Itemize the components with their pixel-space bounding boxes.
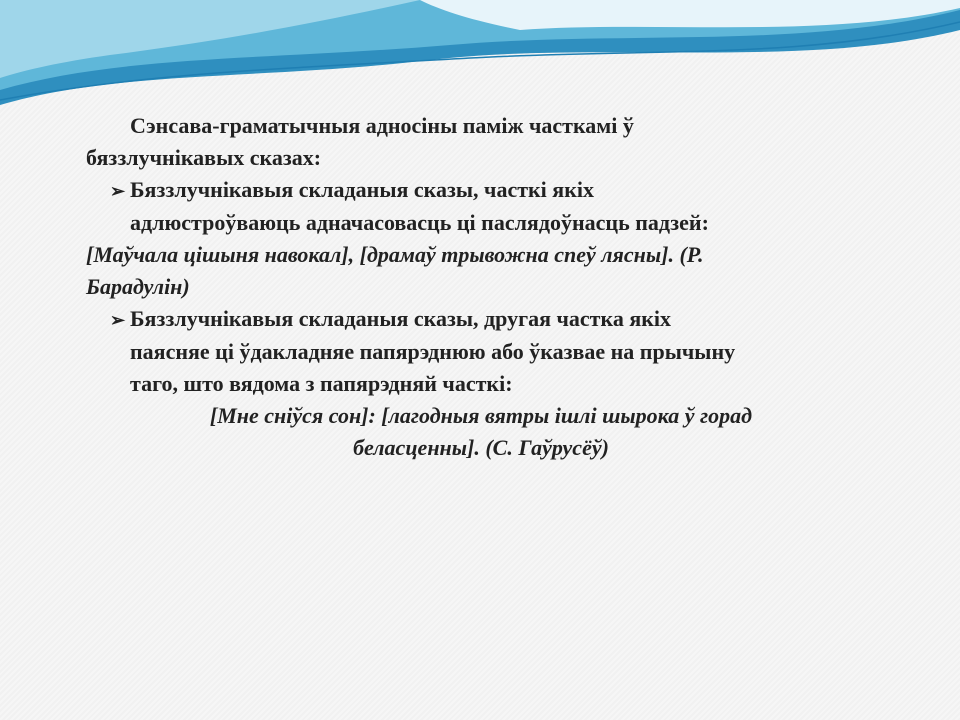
arrow-bullet-icon: ➢ [110,310,126,330]
slide-content [86,110,876,464]
bullet-2-line-3: таго, што вядома з папярэдняй часткі: [130,371,513,396]
bullet-1-text-1: Бяззлучнікавыя складаныя сказы, часткі якіх [130,177,594,202]
bullet-1-line-1 [86,174,876,207]
heading-line-2: бяззлучнікавых сказах: [86,145,322,170]
example-1-line-2: Барадулін) [86,274,190,299]
example-2-line-1: [Мне сніўся сон]: [лагодныя вятры ішлі шырока ў горад [209,403,753,428]
example-2-line-2: беласценны]. (С. Гаўрусёў) [353,435,609,460]
example-1-line-1: [Маўчала цішыня навокал], [драмаў трывожна спеў лясны]. (Р. [86,242,704,267]
bullet-1-line-2: адлюстроўваюць адначасовасць ці паслядоўнасць падзей: [130,210,709,235]
bullet-2-text-1: Бяззлучнікавыя складаныя сказы, другая частка якіх [130,306,672,331]
bullet-2-line-2: паясняе ці ўдакладняе папярэднюю або ўказвае на прычыну [130,339,736,364]
arrow-bullet-icon: ➢ [110,181,126,201]
heading-line-1: Сэнсава-граматычныя адносіны паміж часткамі ў [130,113,634,138]
bullet-2-line-1 [86,303,876,336]
